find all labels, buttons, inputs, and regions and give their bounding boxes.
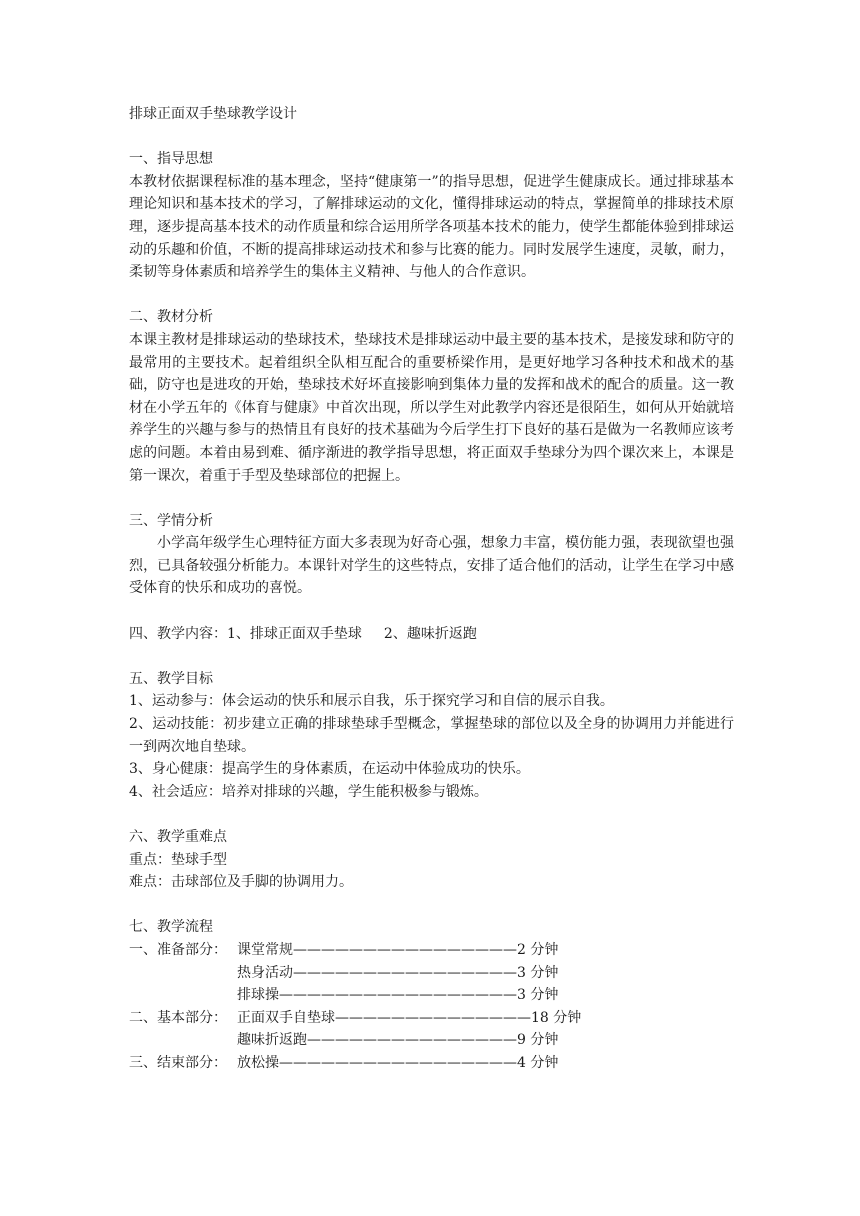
section-body-material-analysis: 本课主教材是排球运动的垫球技术，垫球技术是排球运动中最主要的基本技术，是接发球和防守的最常用的主要技术。起着组织全队相互配合的重要桥梁作用，是更好地学习各种技术和战术的基础，防守也是进攻的开始，垫球技术好坏直接影响到集体力量的发挥和战术的配合的质量。这一教材在小学五年的《体育与健康》中首次出现，所以学生对此教学内容还是很陌生，如何从开始就培养学生的兴趣与参与的热情且有良好的技术基础为今后学生打下良好的基石是做为一名教师应该考虑的问题。本着由易到难、循序渐进的教学指导思想，将正面双手垫球分为四个课次来上，本课是第一课次，着重于手型及垫球部位的把握上。 <box>129 331 734 484</box>
flow-part-label: 三、结束部分： <box>129 1054 227 1071</box>
section-body-guiding-idea: 本教材依据课程标准的基本理念，坚持“健康第一”的指导思想，促进学生健康成长。通过排球基本理论知识和基本技术的学习，了解排球运动的文化，懂得排球运动的特点，掌握简单的排球技术原理，逐步提高基本技术的动作质量和综合运用所学各项基本技术的能力，使学生都能体验到排球运动的乐趣和价值，不断的提高排球运动技术和参与比赛的能力。同时发展学生速度，灵敏，耐力，柔韧等身体素质和培养学生的集体主义精神、与他人的合作意识。 <box>129 173 734 281</box>
flow-item: 正面双手自垫球——————————————18 分钟 <box>237 1009 582 1026</box>
section-heading-teaching-flow: 七、教学流程 <box>129 919 213 936</box>
teaching-goal: 4、社会适应：培养对排球的兴趣，学生能积极参与锻炼。 <box>129 783 488 800</box>
flow-part-label: 一、准备部分： <box>129 941 227 958</box>
flow-part-label <box>129 984 237 1007</box>
flow-part-label: 二、基本部分： <box>129 1009 227 1026</box>
section-heading-material-analysis: 二、教材分析 <box>129 309 213 326</box>
section-heading-guiding-idea: 一、指导思想 <box>129 151 213 168</box>
flow-item: 课堂常规————————————————2 分钟 <box>237 941 559 958</box>
teaching-goal: 2、运动技能：初步建立正确的排球垫球手型概念，掌握垫球的部位以及全身的协调用力并能进行一到两次地自垫球。 <box>129 716 734 755</box>
flow-row <box>129 939 734 962</box>
teaching-content-line <box>129 623 734 646</box>
section-heading-student-analysis: 三、学情分析 <box>129 512 213 529</box>
key-point: 重点：垫球手型 <box>129 851 227 868</box>
section-heading-key-points: 六、教学重难点 <box>129 829 227 845</box>
flow-row <box>129 1007 734 1030</box>
teaching-goal: 1、运动参与：体会运动的快乐和展示自我，乐于探究学习和自信的展示自我。 <box>129 693 614 710</box>
section-heading-teaching-goals: 五、教学目标 <box>129 670 213 687</box>
flow-row <box>129 1029 734 1052</box>
flow-part-label <box>129 1029 237 1052</box>
document-page <box>129 103 734 1075</box>
flow-item: 趣味折返跑———————————————9 分钟 <box>237 1032 559 1049</box>
flow-row <box>129 962 734 985</box>
teaching-content-item: 1、排球正面双手垫球 <box>227 625 362 642</box>
flow-row <box>129 984 734 1007</box>
flow-row <box>129 1052 734 1075</box>
section-body-student-analysis: 小学高年级学生心理特征方面大多表现为好奇心强，想象力丰富，模仿能力强，表现欲望也强烈，已具备较强分析能力。本课针对学生的这些特点，安排了适合他们的活动，让学生在学习中感受体育的快乐和成功的喜悦。 <box>129 535 734 597</box>
teaching-goal: 3、身心健康：提高学生的身体素质，在运动中体验成功的快乐。 <box>129 761 530 778</box>
flow-item: 放松操—————————————————4 分钟 <box>237 1054 559 1071</box>
flow-part-label <box>129 962 237 985</box>
section-heading-teaching-content: 四、教学内容： <box>129 625 227 642</box>
difficulty-point: 难点：击球部位及手脚的协调用力。 <box>129 874 353 891</box>
document-title: 排球正面双手垫球教学设计 <box>129 106 297 122</box>
teaching-content-item: 2、趣味折返跑 <box>383 625 477 642</box>
flow-item: 排球操—————————————————3 分钟 <box>237 987 559 1004</box>
flow-item: 热身活动————————————————3 分钟 <box>237 964 559 981</box>
